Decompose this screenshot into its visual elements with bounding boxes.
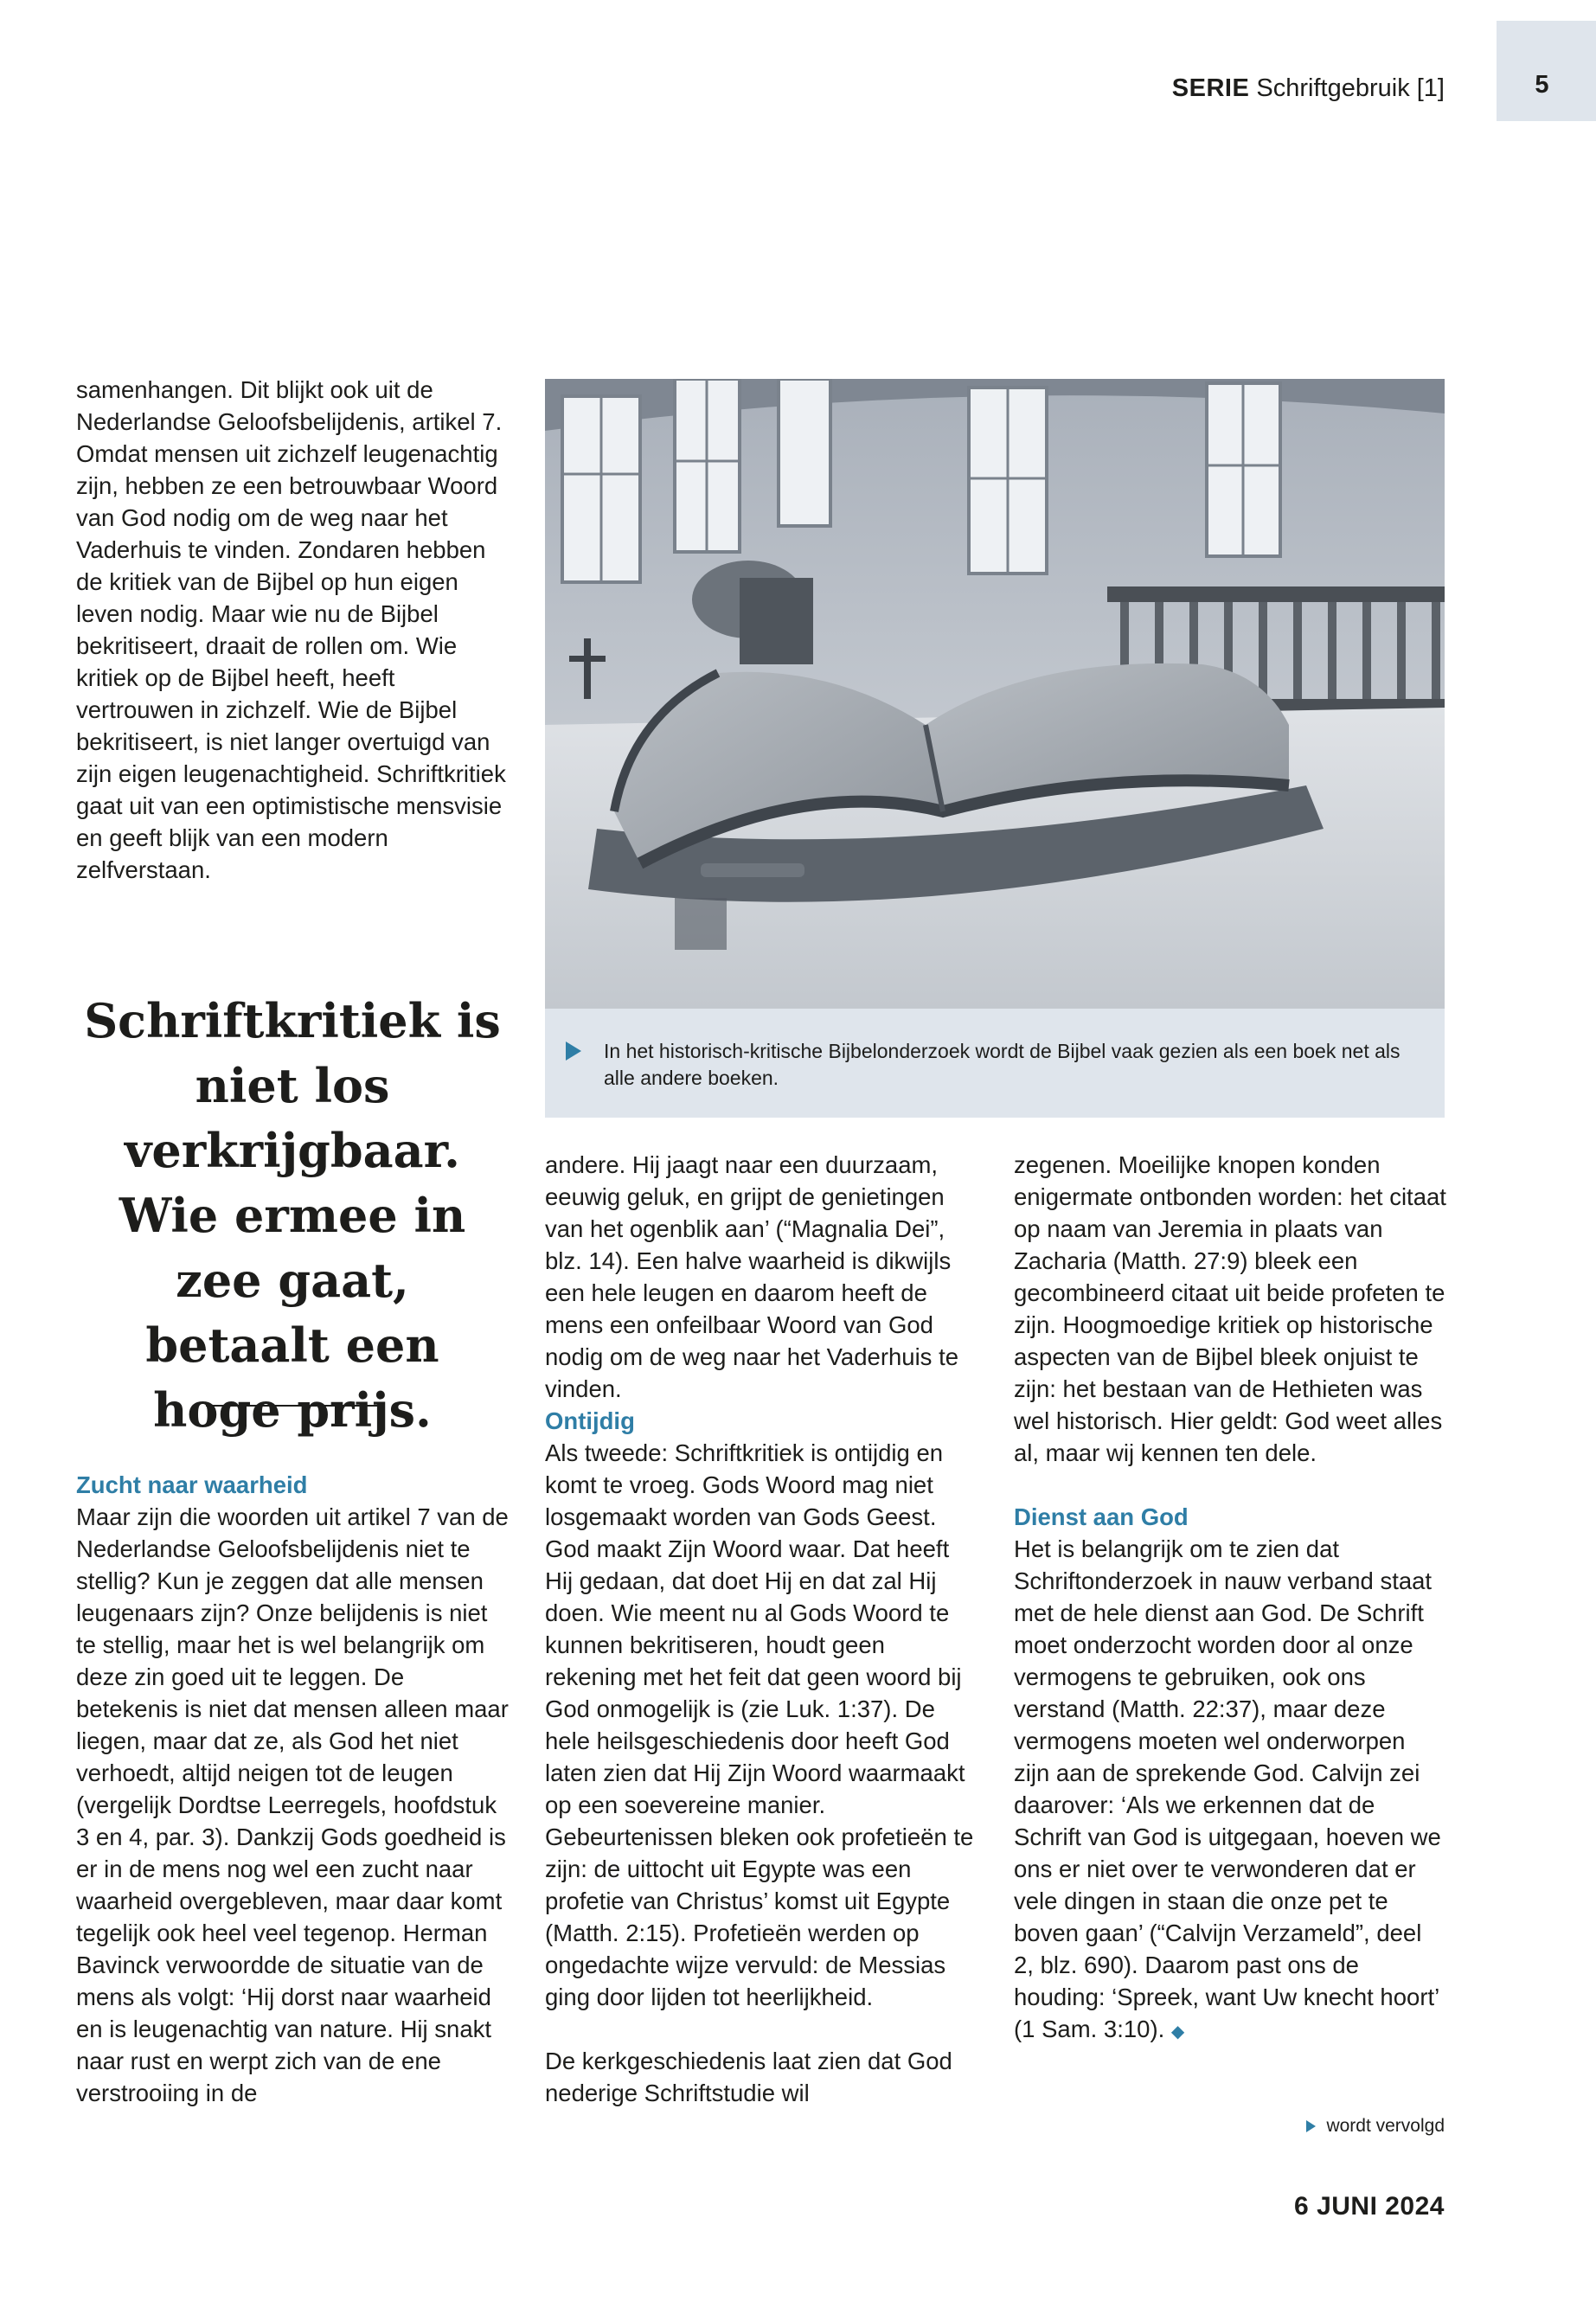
column-1-intro (76, 374, 509, 886)
photo-illustration (545, 379, 1445, 1009)
subhead-dienst-aan-god: Dienst aan God (1014, 1503, 1189, 1530)
subhead-zucht-naar-waarheid: Zucht naar waarheid (76, 1471, 308, 1498)
column-3 (1014, 1149, 1446, 2048)
church-bible-photo (545, 379, 1445, 1009)
continued-arrow-icon (1306, 2120, 1316, 2132)
issue-date: 6 JUNI 2024 (1294, 2192, 1445, 2221)
running-header (1172, 74, 1445, 103)
series-label: SERIE (1171, 74, 1250, 102)
page-number: 5 (1535, 71, 1549, 99)
caption-arrow-icon (566, 1042, 581, 1061)
subhead-ontijdig: Ontijdig (545, 1407, 635, 1434)
page-number-tab (1497, 21, 1596, 121)
body-paragraph: Maar zijn die woorden uit artikel 7 van de Nederlandse Geloofsbelijdenis niet te stellig? Kun je zeggen dat alle mensen leugenaars zijn? Onze belijdenis is niet te stellig, maar het is wel belangrijk om deze zin goed uit te leggen. De betekenis is niet dat mensen alleen maar liegen, maar dat ze, als God het niet verhoedt, altijd neigen tot de leugen (vergelijk Dordtse Leerregels, hoofdstuk 3 en 4, par. 3). Dankzij Gods goedheid is er in de mens nog wel een zucht naar waarheid overgebleven, maar daar komt tegelijk ook heel veel tegenop. Herman Bavinck verwoordde de situatie van de mens als volgt: ‘Hij dorst naar waarheid en is leugenachtig van nature. Hij snakt naar rust en werpt zich van de ene verstrooiing in de (76, 1503, 509, 2106)
pull-quote: Schriftkritiek is niet los verkrijgbaar. Wie ermee in zee gaat, betaalt een hoge prijs. (84, 993, 501, 1438)
col3-paragraph-2-text: Het is belangrijk om te zien dat Schriftonderzoek in nauw verband staat met de hele dienst aan God. De Schrift moet onderzocht worden door al onze vermogens te gebruiken, ook ons verstand (Matth. 22:37), maar deze vermogens moeten wel onderworpen zijn aan de sprekende God. Calvijn zei daarover: ‘Als we erkennen dat de Schrift van God is uitgegaan, hoeven we ons er niet over te verwonderen dat er vele dingen in staan die onze pet te boven gaan’ (“Calvijn Verzameld”, deel 2, blz. 690). Daarom past ons de houding: ‘Spreek, want Uw knecht hoort’ (1 Sam. 3:10). (1014, 1535, 1441, 2042)
column-2 (545, 1149, 977, 2109)
photo-caption (545, 1009, 1445, 1118)
caption-text: In het historisch-kritische Bijbelonderzoek wordt de Bijbel vaak gezien als een boek net als alle andere boeken. (604, 1040, 1401, 1089)
column-1-section (76, 1469, 509, 2109)
col2-paragraph-1: andere. Hij jaagt naar een duurzaam, eeuwig geluk, en grijpt de genietingen van het ogenblik aan’ (“Magnalia Dei”, blz. 14). Een halve waarheid is dikwijls een hele leugen en daarom heeft de mens een onfeilbaar Woord van God nodig om de weg naar het Vaderhuis te vinden. (545, 1151, 959, 1402)
col2-paragraph-2: Als tweede: Schriftkritiek is ontijdig en komt te vroeg. Gods Woord mag niet losgemaakt worden van Gods Geest. God maakt Zijn Woord waar. Dat heeft Hij gedaan, dat doet Hij en dat zal Hij doen. Wie meent nu al Gods Woord te kunnen bekritiseren, houdt geen rekening met het feit dat geen woord bij God onmogelijk is (zie Luk. 1:37). De hele heilsgeschiedenis door heeft God laten zien dat Hij Zijn Woord waarmaakt op een soevereine manier. Gebeurtenissen bleken ook profetieën te zijn: de uittocht uit Egypte was een profetie van Christus’ komst uit Egypte (Matth. 2:15). Profetieën werden op ongedachte wijze vervuld: de Messias ging door lijden tot heerlijkheid. (545, 1439, 974, 2010)
series-title: Schriftgebruik [1] (1256, 74, 1445, 102)
col3-paragraph-2 (1014, 1533, 1446, 2048)
continued-text: wordt vervolgd (1326, 2116, 1445, 2136)
pull-quote-divider (206, 1405, 379, 1407)
intro-paragraph: samenhangen. Dit blijkt ook uit de Nederlandse Geloofsbelijdenis, artikel 7. Omdat mensen uit zichzelf leugenachtig zijn, hebben ze een betrouwbaar Woord van God nodig om de weg naar het Vaderhuis te vinden. Zondaren hebben de kritiek van de Bijbel op hun eigen leven nodig. Maar wie nu de Bijbel bekritiseert, draait de rollen om. Wie kritiek op de Bijbel heeft, heeft vertrouwen in zichzelf. Wie de Bijbel bekritiseert, is niet langer overtuigd van zijn eigen leugenachtigheid. Schriftkritiek gaat uit van een optimistische mensvisie en geeft blijk van een modern zelfverstaan. (76, 376, 506, 883)
col2-paragraph-3: De kerkgeschiedenis laat zien dat God nederige Schriftstudie wil (545, 2048, 952, 2106)
continued-note (1306, 2116, 1445, 2137)
col3-paragraph-1: zegenen. Moeilijke knopen konden enigermate ontbonden worden: het citaat op naam van Jeremia in plaats van Zacharia (Matth. 27:9) bleek een gecombineerd citaat uit beide profeten te zijn. Hoogmoedige kritiek op historische aspecten van de Bijbel bleek onjuist te zijn: het bestaan van de Hethieten was wel historisch. Hier geldt: God weet alles al, maar wij kennen ten dele. (1014, 1151, 1446, 1466)
end-diamond-icon: ◆ (1170, 2022, 1185, 2041)
